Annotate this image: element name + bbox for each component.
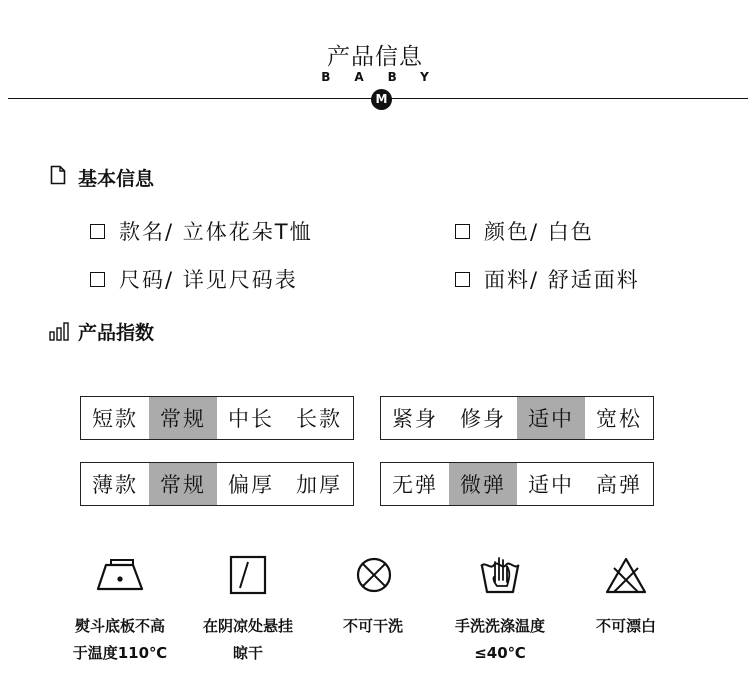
scale-option: 宽松 bbox=[596, 407, 642, 431]
info-item-label: 颜色/ 白色 bbox=[484, 220, 594, 244]
info-item-size bbox=[90, 264, 298, 294]
no-bleach-icon bbox=[604, 556, 648, 600]
checkbox-icon bbox=[90, 224, 105, 239]
scale-option-selected: 适中 bbox=[517, 397, 585, 439]
fit-scale bbox=[380, 396, 654, 440]
scale-option: 薄款 bbox=[92, 473, 138, 497]
length-scale bbox=[80, 396, 354, 440]
checkbox-icon bbox=[90, 272, 105, 287]
basic-info-title: 基本信息 bbox=[78, 168, 155, 190]
info-item-label: 面料/ 舒适面料 bbox=[484, 268, 640, 292]
scale-option: 加厚 bbox=[296, 473, 342, 497]
bar-chart-icon bbox=[49, 321, 71, 345]
scale-option: 偏厚 bbox=[228, 473, 274, 497]
care-label-dry: 在阴凉处悬挂 晾干 bbox=[202, 617, 293, 662]
scale-option-selected: 常规 bbox=[149, 397, 217, 439]
info-item-style bbox=[90, 216, 313, 246]
page-subtitle: BABY bbox=[321, 70, 453, 84]
scale-option-selected: 常规 bbox=[149, 463, 217, 505]
info-item-fabric bbox=[455, 264, 640, 294]
scale-option: 紧身 bbox=[392, 407, 438, 431]
thickness-scale bbox=[80, 462, 354, 506]
info-item-label: 尺码/ 详见尺码表 bbox=[119, 268, 298, 292]
scale-option: 适中 bbox=[528, 473, 574, 497]
scale-option: 高弹 bbox=[596, 473, 642, 497]
info-item-label: 款名/ 立体花朵T恤 bbox=[119, 220, 313, 244]
product-index-title: 产品指数 bbox=[78, 322, 155, 344]
no-dry-clean-icon bbox=[354, 555, 394, 599]
size-badge: M bbox=[371, 89, 392, 110]
info-item-color bbox=[455, 216, 594, 246]
scale-option: 修身 bbox=[460, 407, 506, 431]
page-title: 产品信息 bbox=[327, 44, 423, 70]
scale-option: 短款 bbox=[92, 407, 138, 431]
checkbox-icon bbox=[455, 272, 470, 287]
care-label-dry-clean: 不可干洗 bbox=[342, 617, 403, 635]
line-dry-shade-icon bbox=[228, 554, 268, 600]
care-label-wash: 手洗洗涤温度 ≤40℃ bbox=[454, 617, 545, 662]
document-icon bbox=[50, 165, 66, 189]
scale-option: 中长 bbox=[228, 407, 274, 431]
scale-option: 无弹 bbox=[392, 473, 438, 497]
scale-option: 长款 bbox=[296, 407, 342, 431]
care-label-iron: 熨斗底板不高 于温度110℃ bbox=[72, 617, 168, 662]
hand-wash-icon bbox=[478, 552, 522, 600]
iron-low-temp-icon bbox=[95, 556, 147, 600]
checkbox-icon bbox=[455, 224, 470, 239]
scale-option-selected: 微弹 bbox=[449, 463, 517, 505]
care-label-bleach: 不可漂白 bbox=[595, 617, 656, 635]
stretch-scale bbox=[380, 462, 654, 506]
